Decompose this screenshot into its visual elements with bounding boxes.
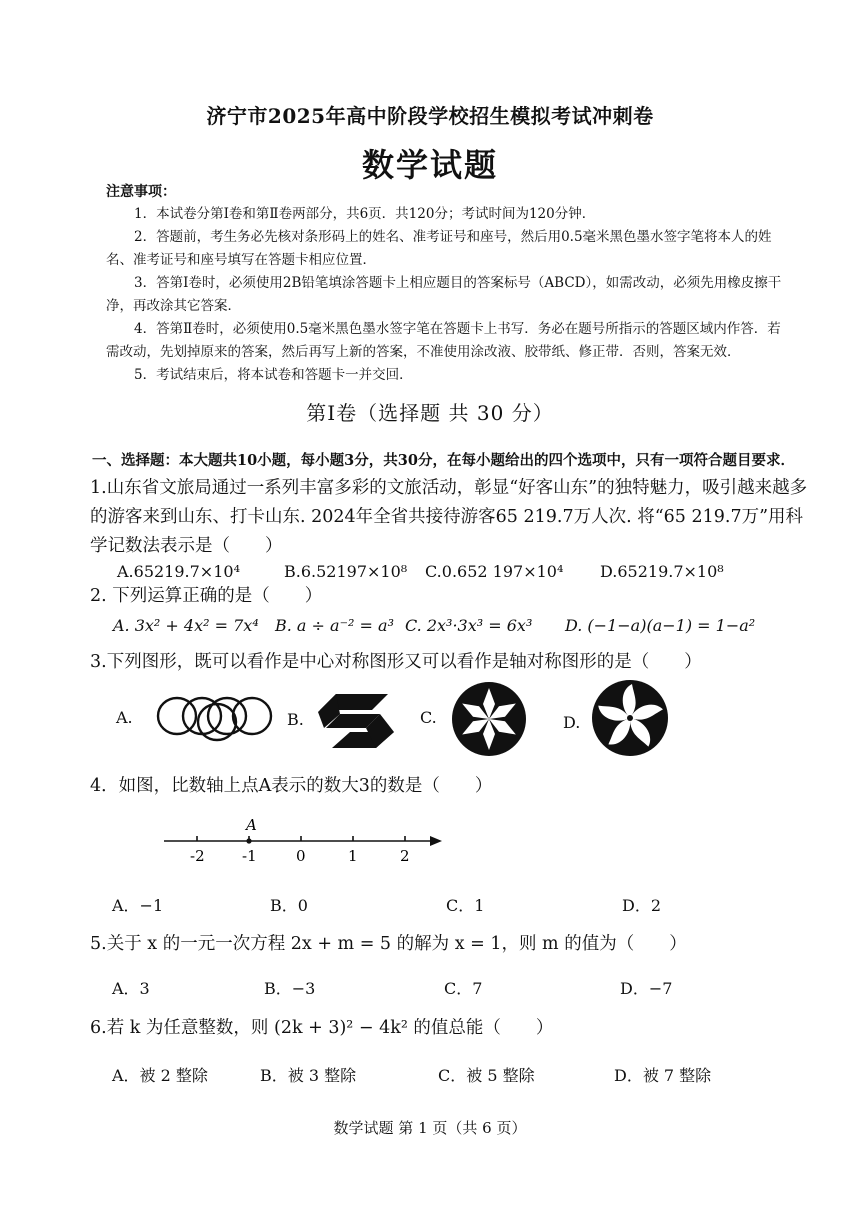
section-instruction: 一、选择题：本大题共10小题，每小题3分，共30分，在每小题给出的四个选项中，只有一项符合题目要求． [92,452,795,469]
axis-label: 1 [348,847,358,865]
q2-option-d: D. (−1−a)(a−1) = 1−a² [565,616,756,635]
notice-item: 3．答第Ⅰ卷时，必须使用2B铅笔填涂答题卡上相应题目的答案标号（ABCD），如需改动，必须先用橡皮擦干净，再改涂其它答案． [106,275,782,314]
q3-figure-flower-emblem [590,678,670,758]
q1-option-d: D.65219.7×10⁸ [600,562,724,581]
page-footer: 数学试题 第 1 页（共 6 页） [333,1119,527,1137]
q5-option-c: C．7 [444,979,483,998]
question-5-stem: 5.关于 x 的一元一次方程 2x + m = 5 的解为 x = 1，则 m 的值为（ ） [90,934,687,954]
q1-option-b: B.6.52197×10⁸ [284,562,408,581]
q3-figure-circle-star [450,680,528,758]
notice-item: 1．本试卷分第Ⅰ卷和第Ⅱ卷两部分，共6页．共120分；考试时间为120分钟． [134,206,596,222]
q2-option-b: B. a ÷ a⁻² = a³ [275,616,394,635]
q5-option-b: B．−3 [264,979,316,998]
q3-figure-s-logo [310,690,402,752]
q2-option-c: C. 2x³·3x³ = 6x³ [405,616,533,635]
q4-option-b: B．0 [270,896,308,915]
notice-item: 5．考试结束后，将本试卷和答题卡一并交回． [134,367,413,383]
exam-title: 济宁市2025年高中阶段学校招生模拟考试冲刺卷 [206,104,654,128]
q2-option-a: A. 3x² + 4x² = 7x⁴ [113,616,259,635]
axis-label: 0 [296,847,306,865]
q4-number-line [160,812,450,866]
notice-list [106,203,794,387]
question-4-stem: 4．如图，比数轴上点A表示的数大3的数是（ ） [90,776,493,796]
q3-option-c: C. [420,708,437,727]
notice-heading: 注意事项： [106,184,176,200]
notice-item: 2．答题前，考生务必先核对条形码上的姓名、准考证号和座号，然后用0.5毫米黑色墨水签字笔将本人的姓名、准考证号和座号填写在答题卡相应位置． [106,229,772,268]
q6-option-a: A．被 2 整除 [112,1066,208,1085]
question-1-stem: 1.山东省文旅局通过一系列丰富多彩的文旅活动，彰显“好客山东”的独特魅力，吸引越来越多的游客来到山东、打卡山东. 2024年全省共接待游客65 219.7万人次. 将“65 219.7万”用科学记数法表示是（ ） [90,478,808,556]
q5-option-d: D．−7 [620,979,673,998]
section-title: 第Ⅰ卷（选择题 共 30 分） [306,401,554,425]
q3-option-d: D. [563,713,581,732]
notice-item: 4．答第Ⅱ卷时，必须使用0.5毫米黑色墨水签字笔在答题卡上书写．务必在题号所指示的答题区域内作答．若需改动，先划掉原来的答案，然后再写上新的答案，不准使用涂改液、胶带纸、修正带．否则，答案无效． [106,321,781,360]
q6-option-b: B．被 3 整除 [260,1066,357,1085]
axis-label: -2 [190,847,205,865]
q5-option-a: A．3 [112,979,150,998]
q1-option-a: A.65219.7×10⁴ [117,562,240,581]
q3-option-b: B. [287,710,304,729]
point-a-dot [246,838,251,843]
question-3-stem: 3.下列图形，既可以看作是中心对称图形又可以看作是轴对称图形的是（ ） [90,652,702,672]
axis-label: 2 [400,847,410,865]
question-6-stem: 6.若 k 为任意整数，则 (2k + 3)² − 4k² 的值总能（ ） [90,1018,554,1038]
q6-option-d: D．被 7 整除 [614,1066,712,1085]
subject-title: 数学试题 [361,146,498,184]
q4-option-d: D．2 [622,896,662,915]
q3-figure-rings [155,692,275,744]
axis-label: -1 [242,847,257,865]
q4-option-c: C．1 [446,896,485,915]
point-a-label: A [246,816,257,834]
q1-option-c: C.0.652 197×10⁴ [425,562,564,581]
q3-option-a: A. [116,708,133,727]
question-2-stem: 2. 下列运算正确的是（ ） [90,586,323,606]
q6-option-c: C．被 5 整除 [438,1066,535,1085]
q4-option-a: A．−1 [112,896,164,915]
